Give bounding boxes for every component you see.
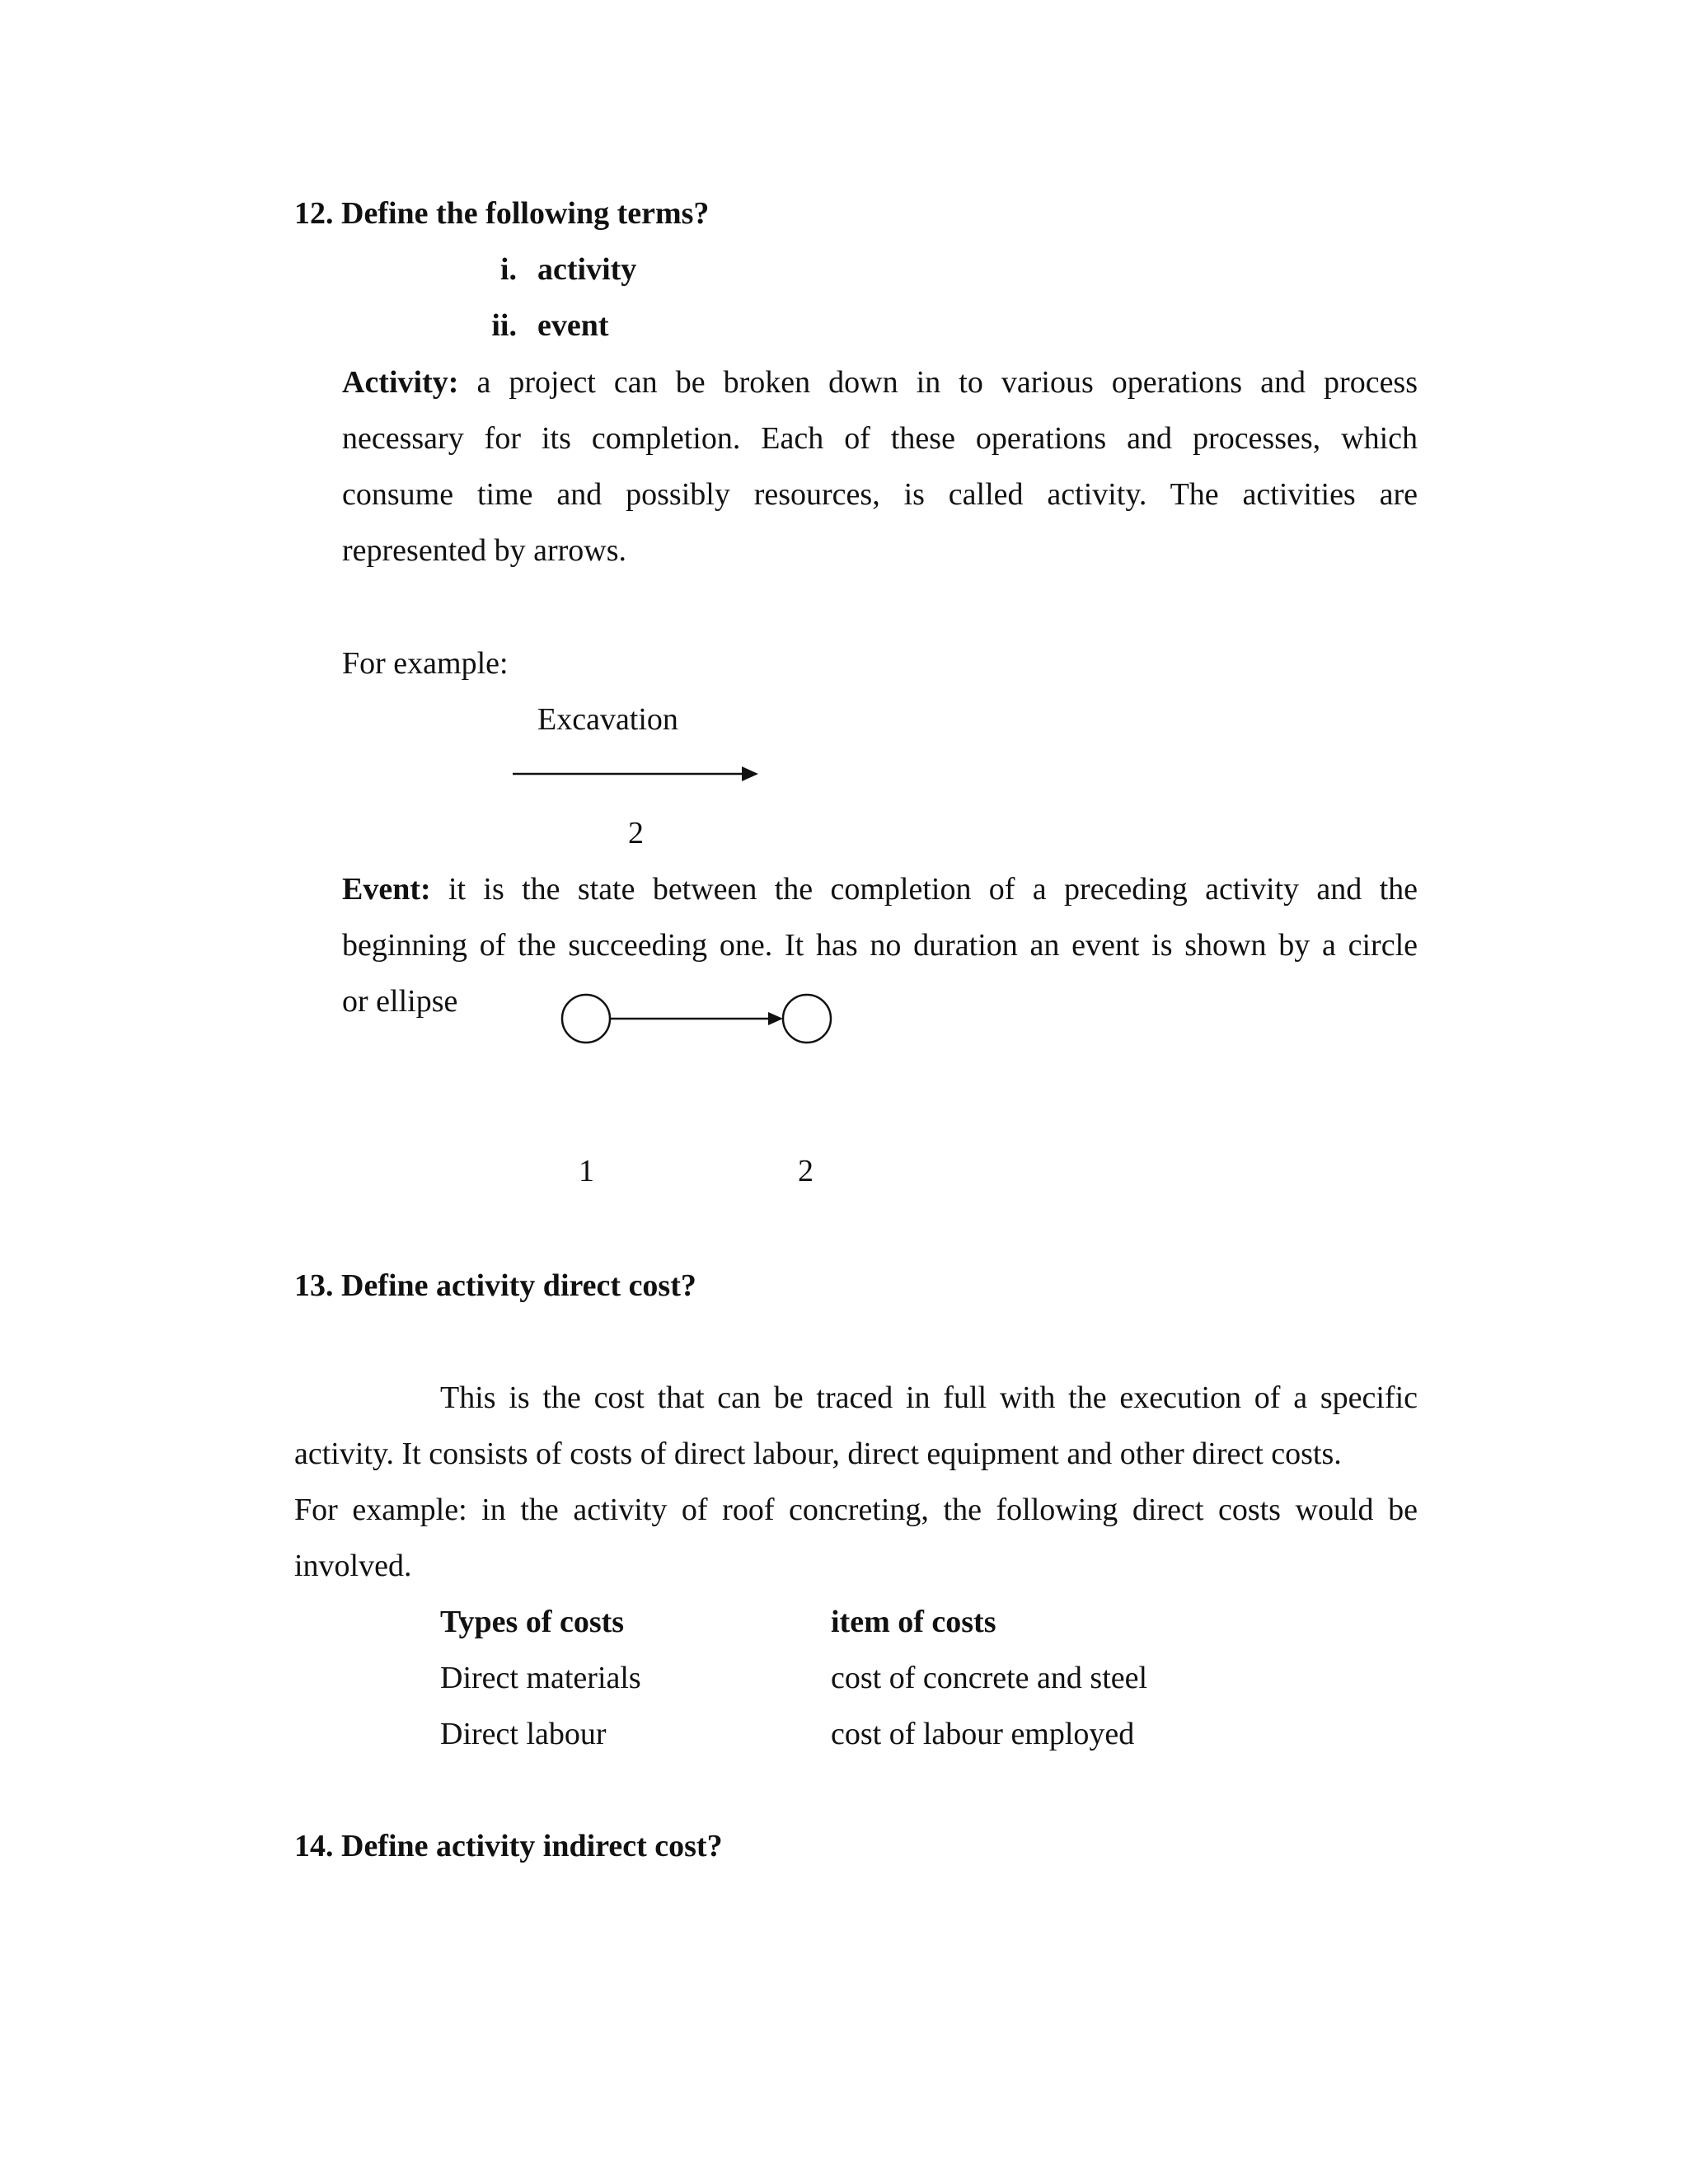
term-numeral-1: i. (499, 252, 517, 287)
event-definition-line-1 (342, 874, 1418, 905)
activity-definition-line-3: consume time and possibly resources, is called activity. The activities are (342, 477, 1418, 512)
activity-definition-line-4: represented by arrows. (342, 533, 627, 568)
term-label-activity: activity (537, 252, 637, 287)
event-text-1: it is the state between the completion of a preceding activity and the (448, 872, 1418, 907)
q12-heading: 12. Define the following terms? (294, 196, 710, 231)
cost-table-header-types: Types of costs (440, 1605, 625, 1639)
example-label: For example: (342, 646, 509, 681)
q14-heading: 14. Define activity indirect cost? (294, 1829, 723, 1863)
q13-heading: 13. Define activity direct cost? (294, 1268, 696, 1303)
cost-table-header-items: item of costs (831, 1605, 996, 1639)
q13-paragraph-line-4: involved. (294, 1549, 412, 1583)
activity-name-label: Excavation (537, 702, 678, 737)
event-arrowhead (768, 1012, 783, 1025)
event-node-1 (562, 995, 610, 1043)
event-definition-line-2: beginning of the succeeding one. It has no duration an event is shown by a circle (342, 928, 1418, 963)
cost-table-row-2-item: cost of labour employed (831, 1717, 1135, 1751)
activity-term: Activity: (342, 365, 459, 400)
event-node-1-label: 1 (579, 1154, 594, 1188)
cost-table-row-2-type: Direct labour (440, 1717, 607, 1751)
term-label-event: event (537, 308, 609, 343)
q13-paragraph-line-1: This is the cost that can be traced in full with the execution of a specific (440, 1380, 1418, 1415)
event-definition-line-3: or ellipse (342, 984, 458, 1019)
cost-table-row-1-item: cost of concrete and steel (831, 1661, 1148, 1695)
term-numeral-2: ii. (491, 308, 517, 343)
cost-table-row-1-type: Direct materials (440, 1661, 641, 1695)
activity-duration-label: 2 (628, 816, 644, 851)
event-node-2-label: 2 (798, 1154, 814, 1188)
event-term: Event: (342, 872, 431, 907)
event-node-2 (783, 995, 831, 1043)
activity-text-1: a project can be broken down in to various operations and process (476, 365, 1418, 400)
q13-paragraph-line-2: activity. It consists of costs of direct labour, direct equipment and other direct costs. (294, 1436, 1342, 1471)
q13-paragraph-line-3: For example: in the activity of roof concreting, the following direct costs would be (294, 1493, 1418, 1527)
activity-definition-line-2: necessary for its completion. Each of these operations and processes, which (342, 421, 1418, 456)
activity-arrowhead (742, 766, 758, 781)
